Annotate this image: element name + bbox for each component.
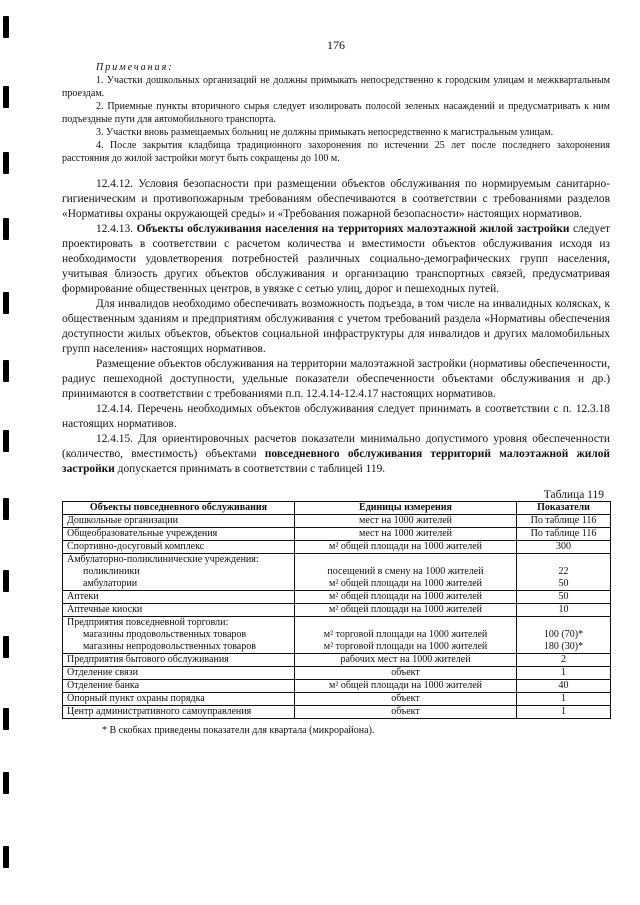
object-cell: [63, 680, 295, 693]
paragraph-12-4-15: [62, 432, 610, 477]
binding-mark: [3, 86, 9, 108]
value-cell: [517, 693, 611, 706]
column-header: Показатели: [517, 502, 611, 515]
paragraph-12-4-13: [62, 222, 610, 297]
scan-binding-marks: [0, 0, 16, 905]
paragraph-disabled-access: Для инвалидов необходимо обеспечивать возможность подъезда, в том числе на инвалидных колясках, к общественным зданиям и предприятиям обслуживания с учетом требований раздела «Нормативы обеспечения доступности жилых объектов, объектов социальной инфраструктуры для инвалидов и других маломобильных групп населения» настоящих нормативов.: [62, 298, 610, 355]
value-cell: [517, 654, 611, 667]
binding-mark: [3, 430, 9, 452]
object-cell-line: Отделение банка: [67, 680, 140, 691]
unit-cell: [295, 667, 517, 680]
object-cell-line: Дошкольные организации: [67, 515, 178, 526]
table-row: [63, 667, 611, 680]
note-item: 2. Приемные пункты вторичного сырья следует изолировать полосой зеленых насаждений и предусматривать к ним подъездные пути для автомобильного транспорта.: [62, 101, 610, 125]
object-cell: [63, 515, 295, 528]
object-cell-line: Аптеки: [67, 591, 99, 602]
binding-mark: [3, 636, 9, 658]
unit-cell: [295, 554, 517, 591]
note-item: 1. Участки дошкольных организаций не должны примыкать непосредственно к городским улицам и межквартальным проездам.: [62, 75, 610, 99]
table-row: [63, 706, 611, 719]
value-cell-line: 2: [561, 654, 566, 665]
table-row: [63, 554, 611, 591]
binding-mark: [3, 292, 9, 314]
binding-mark: [3, 570, 9, 592]
unit-cell: [295, 617, 517, 654]
document-page: [62, 38, 610, 736]
unit-cell-line: [299, 617, 512, 629]
services-table: [62, 501, 611, 719]
table-row: [63, 617, 611, 654]
paragraph-number: 12.4.13.: [96, 223, 134, 235]
object-cell-line: Общеобразовательные учреждения: [67, 528, 218, 539]
value-cell: [517, 554, 611, 591]
object-cell: [63, 604, 295, 617]
unit-cell: [295, 541, 517, 554]
unit-cell: [295, 528, 517, 541]
binding-mark: [3, 498, 9, 520]
notes-heading: Примечания:: [96, 62, 174, 73]
unit-cell: [295, 693, 517, 706]
object-cell: [63, 528, 295, 541]
value-cell-line: 22: [558, 566, 569, 577]
object-cell-line: Отделение связи: [67, 667, 138, 678]
table-body: [63, 515, 611, 719]
binding-mark: [3, 708, 9, 730]
table-row: [63, 591, 611, 604]
paragraph-text: допускается принимать в соответствии с таблицей 119.: [117, 463, 386, 475]
unit-cell-line: посещений в смену на 1000 жителей: [327, 566, 484, 577]
unit-cell-line: м² общей площади на 1000 жителей: [329, 604, 482, 615]
unit-cell-line: рабочих мест на 1000 жителей: [340, 654, 471, 665]
binding-mark: [3, 772, 9, 794]
object-cell-line: Опорный пункт охраны порядка: [67, 693, 205, 704]
unit-cell: [295, 680, 517, 693]
paragraph-12-4-14: 12.4.14. Перечень необходимых объектов обслуживания следует принимать в соответствии с п. 12.3.18 настоящих нормативов.: [62, 403, 610, 430]
table-row: [63, 693, 611, 706]
paragraph-bold-term: повседневного обслуживания территорий малоэтажной жилой застройки: [62, 448, 610, 475]
unit-cell-line: [299, 554, 512, 566]
paragraph-text: следует проектировать в соответствии с расчетом количества и вместимости объектов обслуживания исходя из необходимости удовлетворения потребностей различных социально-демографических групп населения, учитывая близость других объектов обслуживания и организацию транспортных связей, предусматривая формирование общественных центров, в увязке с сетью улиц, дорог и пешеходных путей.: [62, 223, 610, 295]
binding-mark: [3, 16, 9, 38]
value-cell-line: [521, 554, 606, 566]
value-cell: [517, 680, 611, 693]
object-cell: [63, 554, 295, 591]
binding-mark: [3, 152, 9, 174]
object-cell-line: магазины продовольственных товаров: [83, 629, 247, 640]
body-text: [62, 177, 610, 477]
value-cell-line: По таблице 116: [530, 515, 597, 526]
object-cell: [63, 541, 295, 554]
object-cell-line: Предприятия повседневной торговли:: [67, 617, 229, 628]
value-cell: [517, 591, 611, 604]
note-item: 4. После закрытия кладбища традиционного захоронения по истечении 25 лет после последнего захоронения расстояния до жилой застройки могут быть сокращены до 100 м.: [62, 140, 610, 164]
object-cell-line: Аптечные киоски: [67, 604, 143, 615]
value-cell-line: 300: [556, 541, 571, 552]
table-row: [63, 604, 611, 617]
value-cell-line: 1: [561, 693, 566, 704]
object-cell: [63, 654, 295, 667]
value-cell-line: По таблице 116: [530, 528, 597, 539]
unit-cell-line: м² общей площади на 1000 жителей: [329, 591, 482, 602]
value-cell: [517, 667, 611, 680]
value-cell-line: 180 (30)*: [543, 641, 584, 652]
table-header-row: [63, 502, 611, 515]
object-cell-line: магазины непродовольственных товаров: [83, 641, 256, 652]
unit-cell: [295, 654, 517, 667]
object-cell: [63, 693, 295, 706]
binding-mark: [3, 846, 9, 868]
object-cell-line: Центр административного самоуправления: [67, 706, 252, 717]
value-cell-line: 10: [558, 604, 569, 615]
object-cell-line: Предприятия бытового обслуживания: [67, 654, 229, 665]
unit-cell: [295, 515, 517, 528]
unit-cell-line: объект: [391, 706, 420, 717]
object-cell: [63, 667, 295, 680]
unit-cell-line: м² общей площади на 1000 жителей: [329, 680, 482, 691]
unit-cell-line: мест на 1000 жителей: [359, 528, 452, 539]
unit-cell: [295, 604, 517, 617]
table-footnote: * В скобках приведены показатели для квартала (микрорайона).: [102, 725, 375, 736]
paragraph-text: 12.4.15. Для ориентировочных расчетов показатели минимально допустимого уровня обеспеченности (количество, вместимость) объектами: [62, 433, 610, 460]
unit-cell-line: м² торговой площади на 1000 жителей: [323, 641, 488, 652]
unit-cell-line: м² общей площади на 1000 жителей: [329, 578, 482, 589]
value-cell: [517, 541, 611, 554]
value-cell-line: 1: [561, 706, 566, 717]
page-number: 176: [327, 38, 345, 52]
value-cell-line: 50: [558, 591, 569, 602]
object-cell-line: Спортивно-досуговый комплекс: [67, 541, 205, 552]
paragraph-12-4-12: 12.4.12. Условия безопасности при размещении объектов обслуживания по нормируемым санитарно-гигиеническим и противопожарным требованиям обеспечиваются в соответствии с требованиями разделов «Нормативы охраны окружающей среды» и «Требования пожарной безопасности» настоящих нормативов.: [62, 178, 610, 220]
column-header: Единицы измерения: [295, 502, 517, 515]
object-cell-line: поликлиники: [83, 566, 140, 577]
object-cell: [63, 591, 295, 604]
unit-cell-line: м² общей площади на 1000 жителей: [329, 541, 482, 552]
unit-cell: [295, 706, 517, 719]
object-cell: [63, 617, 295, 654]
value-cell: [517, 528, 611, 541]
table-row: [63, 515, 611, 528]
unit-cell: [295, 591, 517, 604]
table-row: [63, 654, 611, 667]
unit-cell-line: объект: [391, 693, 420, 704]
paragraph-placement: Размещение объектов обслуживания на территории малоэтажной застройки (нормативы обеспеченности, радиус пешеходной доступности, удельные показатели обеспеченности объектами обслуживания и др.) принимаются в соответствии с требованиями п.п. 12.4.14-12.4.17 настоящих нормативов.: [62, 358, 610, 400]
unit-cell-line: м² торговой площади на 1000 жителей: [323, 629, 488, 640]
table-row: [63, 541, 611, 554]
notes-block: [62, 61, 610, 165]
object-cell: [63, 706, 295, 719]
binding-mark: [3, 360, 9, 382]
column-header: Объекты повседневного обслуживания: [63, 502, 295, 515]
value-cell: [517, 706, 611, 719]
value-cell-line: 100 (70)*: [543, 629, 584, 640]
table-row: [63, 680, 611, 693]
value-cell: [517, 515, 611, 528]
object-cell-line: амбулатории: [83, 578, 138, 589]
binding-mark: [3, 218, 9, 240]
value-cell-line: 40: [558, 680, 569, 691]
value-cell-line: 1: [561, 667, 566, 678]
unit-cell-line: объект: [391, 667, 420, 678]
object-cell-line: Амбулаторно-поликлинические учреждения:: [67, 554, 259, 565]
table-row: [63, 528, 611, 541]
paragraph-bold-lead: Объекты обслуживания населения на территориях малоэтажной жилой застройки: [136, 223, 570, 235]
unit-cell-line: мест на 1000 жителей: [359, 515, 452, 526]
value-cell: [517, 604, 611, 617]
value-cell: [517, 617, 611, 654]
note-item: 3. Участки вновь размещаемых больниц не должны примыкать непосредственно к магистральным улицам.: [96, 127, 554, 138]
value-cell-line: [521, 617, 606, 629]
table-caption: Таблица 119: [543, 489, 604, 501]
value-cell-line: 50: [558, 578, 569, 589]
